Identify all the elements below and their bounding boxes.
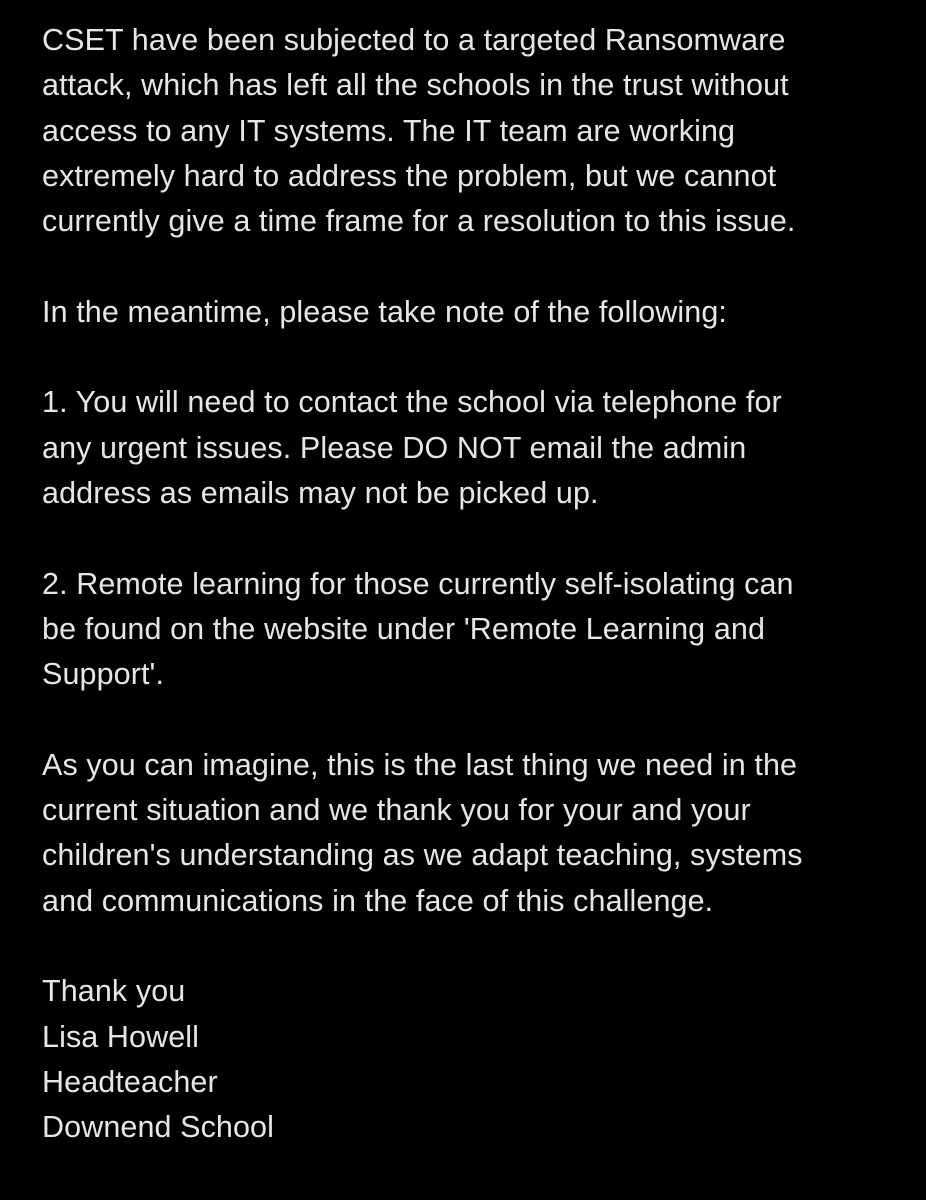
signoff-school: Downend School [42,1110,274,1145]
point-2-line: 2. Remote learning for those currently self-isolating can [42,566,794,601]
point-2-line: Support'. [42,657,165,692]
meantime-line: In the meantime, please take note of the following: [42,294,727,329]
signoff-role: Headteacher [42,1064,218,1099]
intro-line: access to any IT systems. The IT team are working [42,113,736,148]
closing-line: children's understanding as we adapt teaching, systems [42,838,803,873]
signoff-thanks: Thank you [42,974,186,1009]
point-1-line: any urgent issues. Please DO NOT email the admin [42,430,747,465]
intro-line: extremely hard to address the problem, but we cannot [42,158,777,193]
point-1-line: 1. You will need to contact the school via telephone for [42,385,782,420]
closing-paragraph [42,743,902,924]
closing-line: As you can imagine, this is the last thing we need in the [42,747,798,782]
letter-body [42,18,902,1196]
signoff-name: Lisa Howell [42,1019,200,1054]
intro-paragraph [42,18,902,244]
closing-line: and communications in the face of this challenge. [42,883,714,918]
point-2-paragraph [42,562,902,698]
point-2-line: be found on the website under 'Remote Learning and [42,611,766,646]
intro-line: currently give a time frame for a resolution to this issue. [42,204,796,239]
closing-line: current situation and we thank you for your and your [42,793,751,828]
intro-line: attack, which has left all the schools in the trust without [42,68,789,103]
meantime-paragraph [42,290,902,335]
intro-line: CSET have been subjected to a targeted Ransomware [42,23,786,57]
point-1-paragraph [42,380,902,516]
signoff-block [42,969,902,1150]
point-1-line: address as emails may not be picked up. [42,475,599,510]
